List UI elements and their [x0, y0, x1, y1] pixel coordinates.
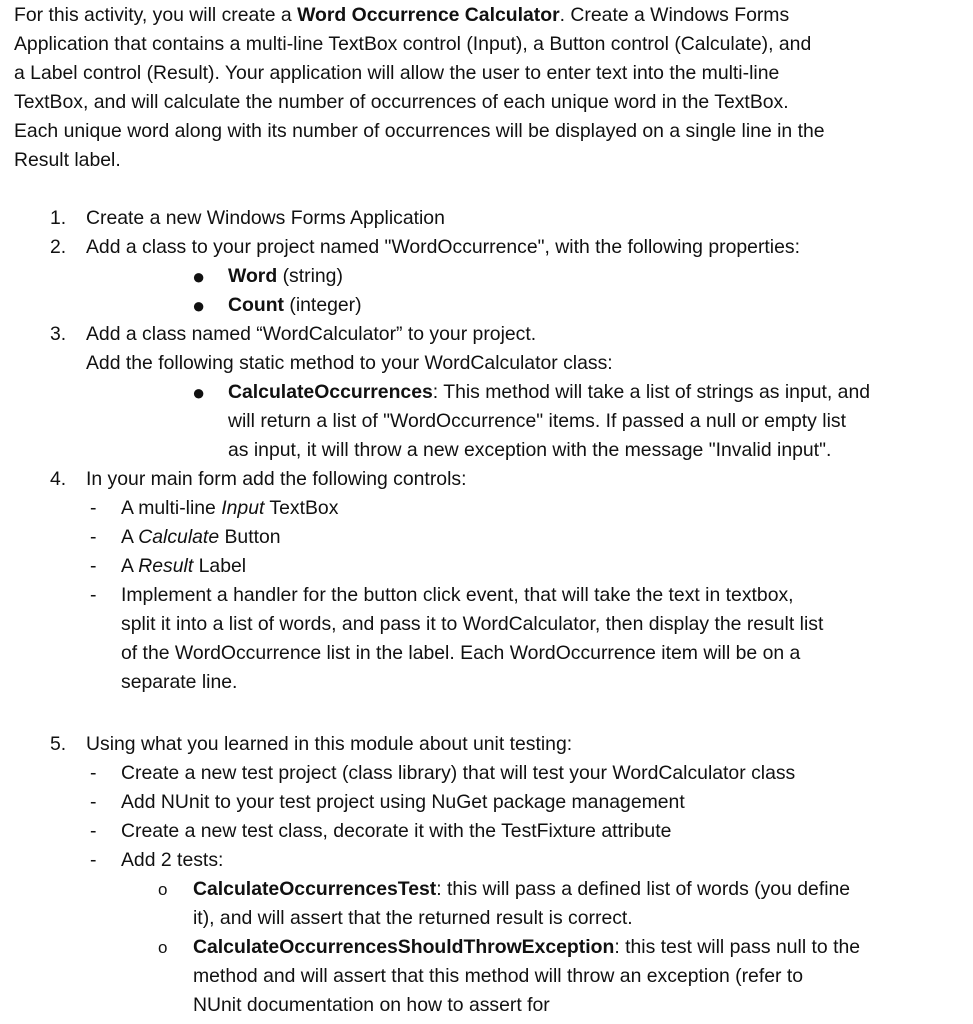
test-should-throw-exception-line-2: method and will assert that this method will throw an exception (refer to	[193, 965, 804, 987]
app-name: Word Occurrence Calculator	[297, 4, 560, 26]
dash-marker: -	[90, 849, 97, 871]
property-count: Count (integer)	[228, 294, 362, 316]
intro-line-4: TextBox, and will calculate the number of occurrences of each unique word in the TextBox.	[14, 91, 789, 113]
handler-description-line-3: of the WordOccurrence list in the label. Each WordOccurrence item will be on a	[121, 642, 801, 664]
bullet-icon: ●	[192, 293, 206, 318]
control-calculate-button: A Calculate Button	[121, 526, 281, 548]
method-description-line-2: will return a list of "WordOccurrence" items. If passed a null or empty list	[228, 410, 846, 432]
test-should-throw-exception-line-3: NUnit documentation on how to assert for	[193, 994, 550, 1016]
step-4-text: In your main form add the following controls:	[86, 468, 467, 490]
dash-marker: -	[90, 791, 97, 813]
step-5-text: Using what you learned in this module about unit testing:	[86, 733, 573, 755]
test-calculate-occurrences: CalculateOccurrencesTest: this will pass a defined list of words (you define	[193, 878, 851, 900]
bullet-icon: ●	[192, 264, 206, 289]
step-4-number: 4.	[50, 468, 67, 490]
step-5-number: 5.	[50, 733, 67, 755]
step-2-number: 2.	[50, 236, 67, 258]
control-input-textbox: A multi-line Input TextBox	[121, 497, 339, 519]
dash-marker: -	[90, 820, 97, 842]
step-3-number: 3.	[50, 323, 67, 345]
bullet-icon: ●	[192, 380, 206, 405]
step-1-number: 1.	[50, 207, 67, 229]
test-step-add-nunit: Add NUnit to your test project using NuGet package management	[121, 791, 685, 813]
dash-marker: -	[90, 497, 97, 519]
test-step-create-class: Create a new test class, decorate it with the TestFixture attribute	[121, 820, 672, 842]
test-should-throw-exception: CalculateOccurrencesShouldThrowException: this test will pass null to the	[193, 936, 861, 958]
dash-marker: -	[90, 555, 97, 577]
handler-description-line-4: separate line.	[121, 671, 238, 693]
method-description: CalculateOccurrences: This method will take a list of strings as input, and	[228, 381, 871, 403]
test-step-add-tests: Add 2 tests:	[121, 849, 224, 871]
dash-marker: -	[90, 584, 97, 606]
handler-description-line-2: split it into a list of words, and pass it to WordCalculator, then display the result list	[121, 613, 824, 635]
test-calculate-occurrences-line-2: it), and will assert that the returned result is correct.	[193, 907, 633, 929]
control-result-label: A Result Label	[121, 555, 247, 577]
intro-line-1: For this activity, you will create a Word Occurrence Calculator. Create a Windows Forms	[14, 4, 790, 26]
step-3-text: Add a class named “WordCalculator” to your project.	[86, 323, 537, 345]
step-3-text-2: Add the following static method to your WordCalculator class:	[86, 352, 613, 374]
handler-description: Implement a handler for the button click event, that will take the text in textbox,	[121, 584, 794, 606]
circle-bullet-icon: o	[158, 938, 168, 957]
dash-marker: -	[90, 526, 97, 548]
intro-line-2: Application that contains a multi-line TextBox control (Input), a Button control (Calculate), and	[14, 33, 812, 55]
circle-bullet-icon: o	[158, 880, 168, 899]
step-1-text: Create a new Windows Forms Application	[86, 207, 445, 229]
intro-line-6: Result label.	[14, 149, 121, 171]
intro-line-5: Each unique word along with its number of occurrences will be displayed on a single line in the	[14, 120, 825, 142]
test-step-create-project: Create a new test project (class library) that will test your WordCalculator class	[121, 762, 796, 784]
method-description-line-3: as input, it will throw a new exception with the message "Invalid input".	[228, 439, 832, 461]
step-2-text: Add a class to your project named "WordOccurrence", with the following properties:	[86, 236, 800, 258]
intro-line-3: a Label control (Result). Your application will allow the user to enter text into the multi-line	[14, 62, 780, 84]
dash-marker: -	[90, 762, 97, 784]
property-word: Word (string)	[228, 265, 343, 287]
